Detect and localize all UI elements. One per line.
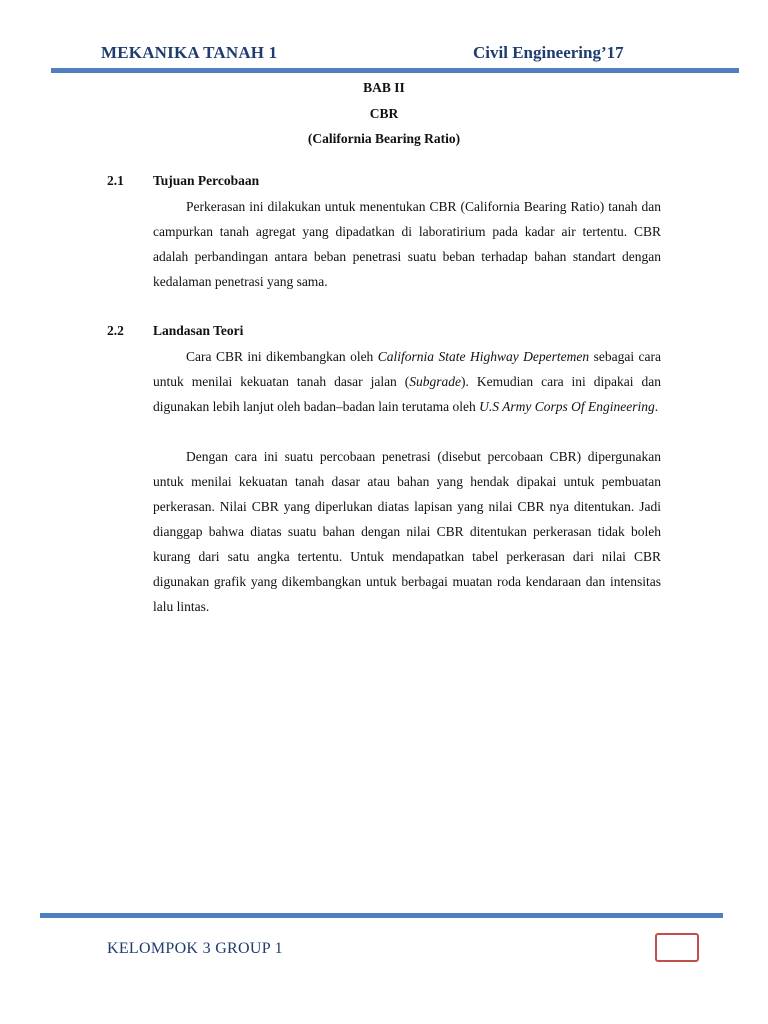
italic-term: Subgrade <box>409 374 462 389</box>
paragraph-text: Dengan cara ini suatu percobaan penetrasi (disebut percobaan CBR) dipergunakan untuk menilai kekuatan tanah dasar atau bahan yang hendak dipakai untuk pembuatan perkerasan. Nilai CBR yang diperlukan diatas lapisan yang nilai CBR nya ditentukan. Jadi dianggap bahwa diatas suatu bahan dengan nilai CBR ditentukan perkerasan tidak boleh kurang dari satu angka tertentu. Untuk mendapatkan tabel perkerasan dari nilai CBR digunakan grafik yang dikembangkan untuk berbagai muatan roda kendaraan dan intensitas lalu lintas. <box>153 449 661 614</box>
paragraph <box>153 194 661 294</box>
section-number: 2.1 <box>107 173 124 188</box>
section-title: Landasan Teori <box>153 323 244 338</box>
chapter-label: BAB II <box>363 80 405 95</box>
italic-term: California State Highway Depertemen <box>377 349 590 364</box>
footer-group-label: KELOMPOK 3 GROUP 1 <box>107 940 283 957</box>
paragraph-text: . <box>654 399 659 414</box>
header-rule <box>51 68 739 73</box>
paragraph-text: Cara CBR ini dikembangkan oleh <box>186 349 378 364</box>
chapter-subtitle: (California Bearing Ratio) <box>307 131 461 146</box>
paragraph-text: sebagai cara untuk menilai kekuatan tanah dasar jalan ( <box>153 349 661 389</box>
section-title: Tujuan Percobaan <box>153 173 260 188</box>
section-number: 2.2 <box>107 323 124 338</box>
header-right-title: Civil Engineering’17 <box>473 43 624 62</box>
chapter-title: CBR <box>369 106 399 121</box>
paragraph-text: Perkerasan ini dilakukan untuk menentukan CBR (California Bearing Ratio) tanah dan campurkan tanah agregat yang dipadatkan di laboratirium pada kadar air tertentu. CBR adalah perbandingan antara beban penetrasi suatu beban terhadap bahan standart dengan kedalaman penetrasi yang sama. <box>153 199 661 289</box>
footer-rule <box>40 913 723 918</box>
italic-term: U.S Army Corps Of Engineering <box>479 399 655 414</box>
paragraph <box>153 344 661 419</box>
paragraph-text: ). Kemudian cara ini dipakai dan digunakan lebih lanjut oleh badan–badan lain terutama oleh <box>153 374 661 414</box>
paragraph <box>153 444 661 619</box>
page-number-box <box>655 933 699 962</box>
header-left-title: MEKANIKA TANAH 1 <box>101 43 278 62</box>
